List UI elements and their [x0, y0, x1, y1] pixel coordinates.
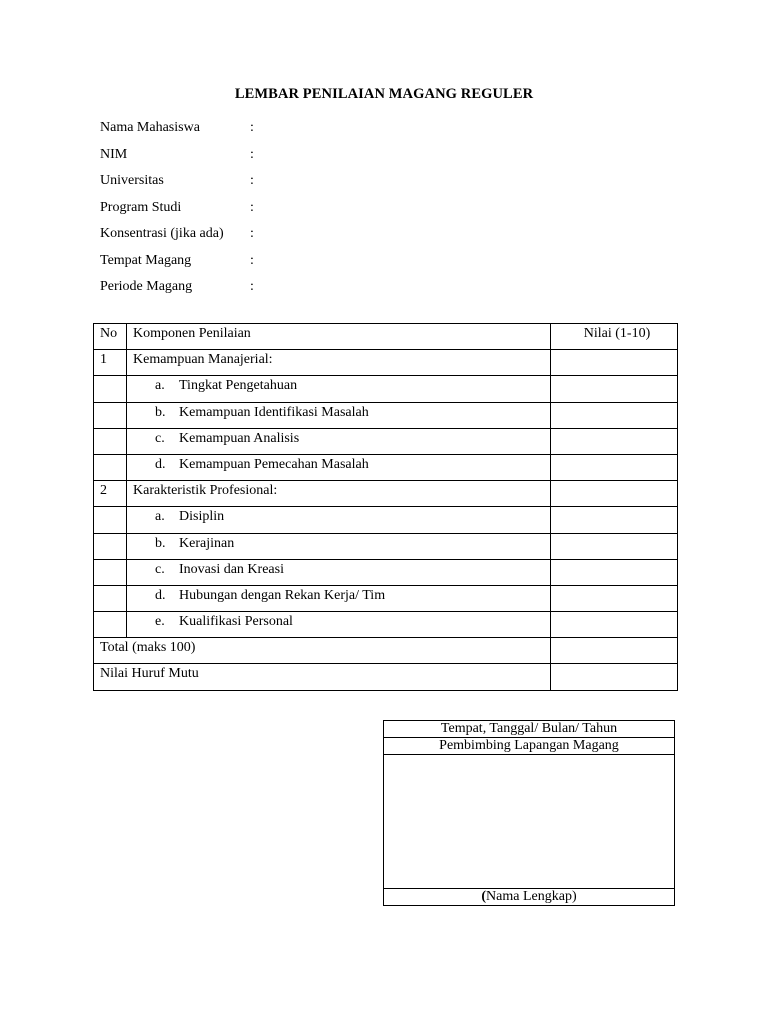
criterion-letter: c. — [155, 430, 165, 446]
score-cell[interactable] — [551, 533, 678, 559]
score-cell[interactable] — [551, 507, 678, 533]
table-row — [94, 402, 678, 428]
table-row — [94, 559, 678, 585]
criterion-letter: b. — [155, 535, 166, 551]
row-number: 2 — [94, 481, 127, 507]
criterion-cell — [127, 454, 551, 480]
info-colon: : — [250, 173, 254, 188]
criterion-cell — [127, 585, 551, 611]
criterion-label: Kemampuan Analisis — [179, 430, 300, 446]
total-row — [94, 638, 678, 664]
table-row — [94, 533, 678, 559]
info-colon: : — [250, 146, 254, 162]
row-number — [94, 612, 127, 638]
info-colon: : — [250, 199, 254, 215]
total-score-cell[interactable] — [551, 638, 678, 664]
criterion-cell — [127, 507, 551, 533]
section-title: Kemampuan Manajerial: — [127, 350, 551, 376]
table-row — [94, 481, 678, 507]
criterion-letter: a. — [155, 378, 165, 394]
score-cell[interactable] — [551, 612, 678, 638]
grade-cell[interactable] — [551, 664, 678, 690]
row-number — [94, 507, 127, 533]
criterion-letter: b. — [155, 404, 166, 420]
place-date-label: Tempat, Tanggal/ Bulan/ Tahun — [384, 721, 675, 738]
score-cell[interactable] — [551, 428, 678, 454]
header-component: Komponen Penilaian — [127, 324, 551, 350]
score-cell[interactable] — [551, 376, 678, 402]
info-row-place — [100, 251, 400, 278]
supervisor-role-label: Pembimbing Lapangan Magang — [384, 738, 675, 755]
score-cell[interactable] — [551, 402, 678, 428]
info-label: NIM — [100, 146, 128, 162]
table-header-row — [94, 324, 678, 350]
info-label: Program Studi — [100, 199, 182, 215]
criterion-label: Kerajinan — [179, 535, 235, 551]
table-row — [94, 507, 678, 533]
row-number — [94, 454, 127, 480]
score-cell[interactable] — [551, 559, 678, 585]
total-label: Total (maks 100) — [94, 638, 551, 664]
section-title: Karakteristik Profesional: — [127, 481, 551, 507]
info-row-name — [100, 118, 400, 145]
row-number — [94, 402, 127, 428]
score-cell[interactable] — [551, 350, 678, 376]
criterion-cell — [127, 533, 551, 559]
full-name-label: Nama Lengkap) — [486, 889, 577, 904]
info-colon: : — [250, 120, 254, 135]
criterion-label: Disiplin — [179, 509, 225, 525]
criterion-letter: d. — [155, 587, 166, 603]
criterion-cell — [127, 612, 551, 638]
student-info — [100, 118, 400, 304]
row-number: 1 — [94, 350, 127, 376]
row-number — [94, 376, 127, 402]
criterion-letter: e. — [155, 614, 165, 630]
signature-area[interactable] — [384, 755, 675, 889]
score-cell[interactable] — [551, 585, 678, 611]
info-colon: : — [250, 279, 254, 294]
info-row-program — [100, 198, 400, 225]
criterion-cell — [127, 402, 551, 428]
score-cell[interactable] — [551, 454, 678, 480]
row-number — [94, 559, 127, 585]
criterion-label: Kemampuan Identifikasi Masalah — [179, 404, 369, 420]
grade-row — [94, 664, 678, 690]
grade-label: Nilai Huruf Mutu — [94, 664, 551, 690]
row-number — [94, 585, 127, 611]
info-colon: : — [250, 252, 254, 268]
document-title: LEMBAR PENILAIAN MAGANG REGULER — [234, 86, 534, 102]
criterion-cell — [127, 376, 551, 402]
info-row-period — [100, 277, 400, 304]
info-colon: : — [250, 226, 254, 241]
score-cell[interactable] — [551, 481, 678, 507]
criterion-letter: c. — [155, 561, 165, 577]
table-row — [94, 612, 678, 638]
table-row — [94, 585, 678, 611]
assessment-table — [93, 323, 678, 691]
criterion-label: Tingkat Pengetahuan — [179, 378, 298, 394]
table-row — [94, 454, 678, 480]
criterion-letter: a. — [155, 509, 165, 525]
name-open-paren: ( — [481, 889, 487, 904]
table-row — [94, 428, 678, 454]
criterion-letter: d. — [155, 456, 166, 472]
row-number — [94, 428, 127, 454]
info-row-university — [100, 171, 400, 198]
signature-box — [383, 720, 675, 906]
info-label: Periode Magang — [100, 279, 193, 294]
info-label: Nama Mahasiswa — [100, 120, 200, 135]
criterion-label: Hubungan dengan Rekan Kerja/ Tim — [179, 587, 386, 603]
criterion-label: Kemampuan Pemecahan Masalah — [179, 456, 369, 472]
row-number — [94, 533, 127, 559]
full-name-line — [384, 889, 675, 906]
criterion-label: Inovasi dan Kreasi — [179, 561, 284, 577]
info-label: Tempat Magang — [100, 252, 192, 268]
criterion-cell — [127, 559, 551, 585]
criterion-label: Kualifikasi Personal — [179, 614, 293, 630]
table-row — [94, 350, 678, 376]
table-row — [94, 376, 678, 402]
info-label: Konsentrasi (jika ada) — [100, 226, 224, 241]
header-value: Nilai (1-10) — [551, 324, 678, 350]
criterion-cell — [127, 428, 551, 454]
info-row-nim — [100, 145, 400, 172]
info-row-concentration — [100, 224, 400, 251]
info-label: Universitas — [100, 173, 164, 188]
header-no: No — [94, 324, 127, 350]
